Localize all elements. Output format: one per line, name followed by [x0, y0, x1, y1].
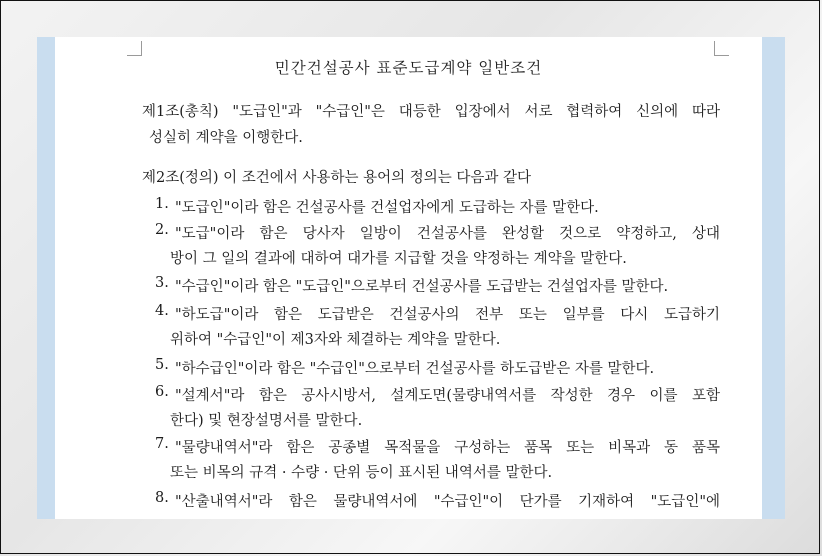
item-number: 7.: [155, 436, 169, 452]
item-line: "수급인"이라 함은 "도급인"으로부터 건설공사를 도급받는 건설업자를 말한다.: [175, 279, 669, 295]
item-line: 방이 그 일의 결과에 대하여 대가를 지급할 것을 약정하는 계약을 말한다.: [170, 251, 627, 267]
item-line: "물량내역서"라 함은 공종별 목적물을 구성하는 품목 또는 비목과 동 품목: [175, 440, 720, 456]
item-number: 1.: [155, 196, 169, 212]
item-line: 위하여 "수급인"이 제3자와 체결하는 계약을 말한다.: [170, 332, 501, 348]
item-line: "설계서"라 함은 공사시방서, 설계도면(물량내역서를 작성한 경우 이를 포함: [175, 388, 720, 404]
item-line: 한다) 및 현장설명서를 말한다.: [170, 413, 363, 429]
item-line: 또는 비목의 규격 · 수량 · 단위 등이 표시된 내역서를 말한다.: [170, 465, 553, 481]
article1-line2: 성실히 계약을 이행한다.: [149, 130, 303, 146]
margin-corner-mark-left: [127, 41, 142, 56]
item-line: "하수급인"이라 함은 "수급인"으로부터 건설공사를 하도급받은 자를 말한다.: [175, 361, 655, 377]
item-number: 5.: [155, 357, 169, 373]
item-line: "도급인"이라 함은 건설공사를 건설업자에게 도급하는 자를 말한다.: [175, 200, 599, 216]
item-line: "산출내역서"라 함은 물량내역서에 "수급인"이 단가를 기재하여 "도급인"에: [175, 494, 720, 510]
item-number: 3.: [155, 275, 169, 291]
item-number: 6.: [155, 384, 169, 400]
item-line: "하도급"이라 함은 도급받은 건설공사의 전부 또는 일부를 다시 도급하기: [175, 307, 720, 323]
item-line: "도급"이라 함은 당사자 일방이 건설공사를 완성할 것으로 약정하고, 상대: [175, 226, 720, 242]
article2-heading: 제2조(정의) 이 조건에서 사용하는 용어의 정의는 다음과 같다: [142, 170, 531, 186]
document-page[interactable]: [55, 37, 762, 519]
margin-corner-mark-right: [714, 41, 729, 56]
document-viewport[interactable]: [37, 37, 785, 519]
document-title: 민간건설공사 표준도급계약 일반조건: [274, 59, 543, 77]
article1-line1: 제1조(총칙) "도급인"과 "수급인"은 대등한 입장에서 서로 협력하여 신의에 따라: [142, 104, 720, 120]
item-number: 4.: [155, 303, 169, 319]
item-number: 8.: [155, 490, 169, 506]
item-number: 2.: [155, 222, 169, 238]
